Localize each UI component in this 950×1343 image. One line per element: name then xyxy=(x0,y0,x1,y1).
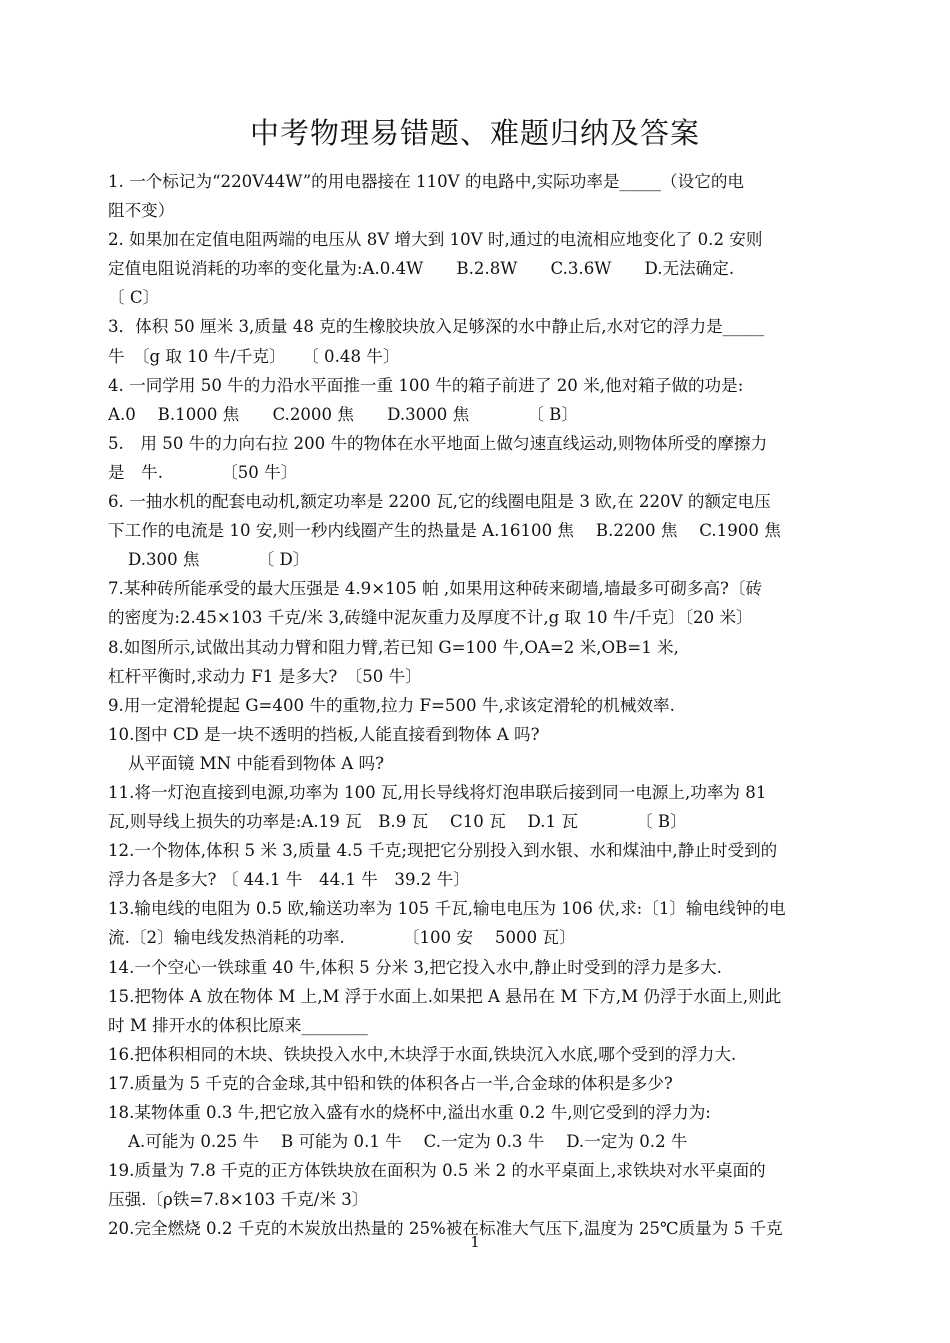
text-line: A.0 B.1000 焦 C.2000 焦 D.3000 焦 〔 B〕 xyxy=(108,404,578,424)
text-line: 3．体积 50 厘米 3,质量 48 克的生橡胶块放入足够深的水中静止后,水对它的浮力是_____ xyxy=(108,317,765,337)
text-line: 10.图中 CD 是一块不透明的挡板,人能直接看到物体 A 吗? xyxy=(108,724,540,744)
text-line: 4. 一同学用 50 牛的力沿水平面推一重 100 牛的箱子前进了 20 米,他对箱子做的功是: xyxy=(108,375,744,395)
text-line: 15.把物体 A 放在物体 M 上,M 浮于水面上.如果把 A 悬吊在 M 下方,M 仍浮于水面上,则此 xyxy=(108,986,782,1006)
text-line: 18.某物体重 0.3 牛,把它放入盛有水的烧杯中,溢出水重 0.2 牛,则它受到的浮力为: xyxy=(108,1103,711,1122)
text-line: 下工作的电流是 10 安,则一秒内线圈产生的热量是 A.16100 焦 B.2200 焦 C.1900 焦 xyxy=(108,521,781,541)
text-line: 13.输电线的电阻为 0.5 欧,输送功率为 105 千瓦,输电电压为 106 伏,求:〔1〕输电线钟的电 xyxy=(108,899,786,919)
text-line: 〔 C〕 xyxy=(108,288,160,308)
text-line: 流.〔2〕输电线发热消耗的功率. 〔100 安 5000 瓦〕 xyxy=(108,928,576,948)
page-number: 1 xyxy=(470,1233,480,1251)
text-line: 瓦,则导线上损失的功率是:A.19 瓦 B.9 瓦 C10 瓦 D.1 瓦 〔 B〕 xyxy=(108,812,687,832)
text-line: 12.一个物体,体积 5 米 3,质量 4.5 千克;现把它分别投入到水银、水和煤油中,静止时受到的 xyxy=(108,841,778,861)
text-line: D.300 焦 〔 D〕 xyxy=(128,550,310,570)
text-line: 1. 一个标记为“220V44W”的用电器接在 110V 的电路中,实际功率是_____（设它的电 xyxy=(108,172,745,191)
text-line: 压强.〔ρ铁=7.8×103 千克/米 3〕 xyxy=(108,1190,369,1210)
text-line: 9.用一定滑轮提起 G=400 牛的重物,拉力 F=500 牛,求该定滑轮的机械效率. xyxy=(108,695,675,715)
text-line: 的密度为:2.45×103 千克/米 3,砖缝中泥灰重力及厚度不计,g 取 10 牛/千克〕〔20 米〕 xyxy=(108,608,753,628)
text-line: 阻不变） xyxy=(108,201,175,221)
text-line: 14.一个空心一铁球重 40 牛,体积 5 分米 3,把它投入水中,静止时受到的浮力是多大. xyxy=(108,957,722,977)
text-line: 浮力各是多大? 〔 44.1 牛 44.1 牛 39.2 牛〕 xyxy=(108,870,470,890)
text-line: 20.完全燃烧 0.2 千克的木炭放出热量的 25%被在标准大气压下,温度为 25℃质量为 5 千克 xyxy=(108,1219,783,1239)
text-line: 时 M 排开水的体积比原来________ xyxy=(108,1015,368,1035)
text-line: 8.如图所示,试做出其动力臂和阻力臂,若已知 G=100 牛,OA=2 米,OB=1 米, xyxy=(108,637,679,657)
text-line: 11.将一灯泡直接到电源,功率为 100 瓦,用长导线将灯泡串联后接到同一电源上,功率为 81 xyxy=(108,782,767,802)
text-line: A.可能为 0.25 牛 B 可能为 0.1 牛 C.一定为 0.3 牛 D.一定为 0.2 牛 xyxy=(128,1132,688,1152)
document-title: 中考物理易错题、难题归纳及答案 xyxy=(249,116,700,150)
text-line: 牛 〔g 取 10 牛/千克〕 〔 0.48 牛〕 xyxy=(108,346,400,366)
text-line: 杠杆平衡时,求动力 F1 是多大? 〔50 牛〕 xyxy=(108,666,422,686)
text-line: 定值电阻说消耗的功率的变化量为:A.0.4W B.2.8W C.3.6W D.无法确定. xyxy=(108,259,735,279)
text-line: 7.某种砖所能承受的最大压强是 4.9×105 帕 ,如果用这种砖来砌墙,墙最多可砌多高?〔砖 xyxy=(108,579,763,599)
text-line: 19.质量为 7.8 千克的正方体铁块放在面积为 0.5 米 2 的水平桌面上,求铁块对水平桌面的 xyxy=(108,1161,766,1181)
text-line: 5. 用 50 牛的力向右拉 200 牛的物体在水平地面上做匀速直线运动,则物体所受的摩擦力 xyxy=(108,433,768,453)
text-line: 2. 如果加在定值电阻两端的电压从 8V 增大到 10V 时,通过的电流相应地变化了 0.2 安则 xyxy=(108,230,763,250)
text-line: 是 牛. 〔50 牛〕 xyxy=(108,462,298,482)
text-line: 从平面镜 MN 中能看到物体 A 吗? xyxy=(128,753,385,773)
text-line: 16.把体积相同的木块、铁块投入水中,木块浮于水面,铁块沉入水底,哪个受到的浮力大. xyxy=(108,1044,737,1064)
document-body xyxy=(108,167,843,1243)
text-line: 17.质量为 5 千克的合金球,其中铅和铁的体积各占一半,合金球的体积是多少? xyxy=(108,1073,673,1093)
text-line: 6. 一抽水机的配套电动机,额定功率是 2200 瓦,它的线圈电阻是 3 欧,在 220V 的额定电压 xyxy=(108,492,771,512)
